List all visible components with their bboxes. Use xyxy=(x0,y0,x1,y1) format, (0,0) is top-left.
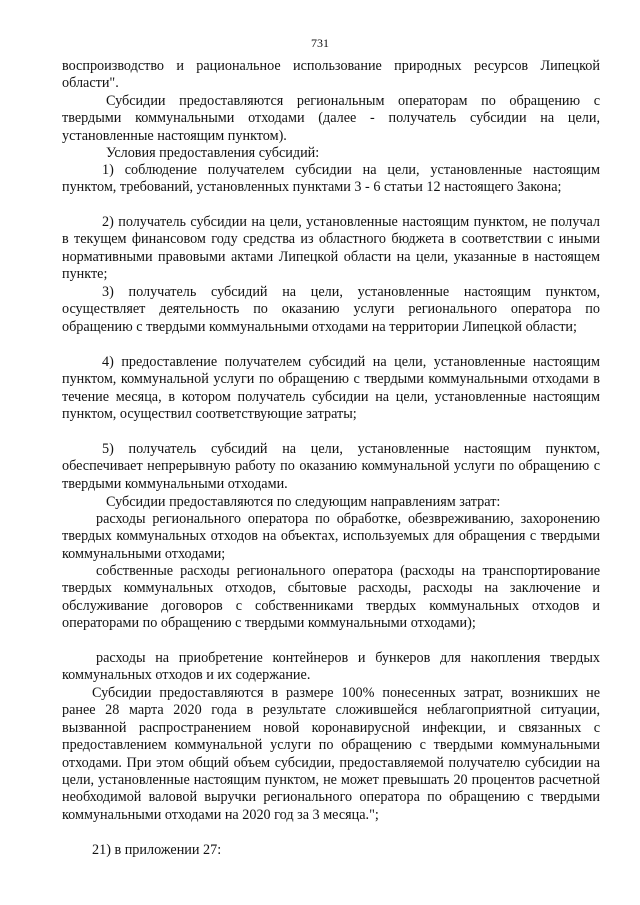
condition-item-3: 3) получатель субсидий на цели, установленные настоящим пунктом, осуществляет деятельность по оказанию услуги регионального оператора по обращению с твердыми коммунальными отходами на территории Липецкой области; xyxy=(62,284,600,335)
condition-item-2: 2) получатель субсидии на цели, установленные настоящим пунктом, не получал в текущем финансовом году средства из областного бюджета в соответствии с иными нормативными правовыми актами Липецкой области на цели, указанные в настоящем пункте; xyxy=(62,214,600,283)
cost-direction-3: расходы на приобретение контейнеров и бункеров для накопления твердых коммунальных отходов и их содержание. xyxy=(62,650,600,684)
paragraph-cost-directions-heading: Субсидии предоставляются по следующим направлениям затрат: xyxy=(106,494,501,510)
paragraph-appendix-27: 21) в приложении 27: xyxy=(92,842,222,858)
condition-item-1: 1) соблюдение получателем субсидии на цели, установленные настоящим пунктом, требований, установленных пунктами 3 - 6 статьи 12 настоящего Закона; xyxy=(62,162,600,196)
condition-item-4: 4) предоставление получателем субсидий на цели, установленные настоящим пунктом, коммунальной услуги по обращению с твердыми коммунальными отходами в течение месяца, в котором получатель субсидии на цели, установленные настоящим пунктом, осуществил соответствующие затраты; xyxy=(62,354,600,423)
document-body xyxy=(62,58,600,859)
page-number: 731 xyxy=(311,36,329,50)
paragraph-continuation: воспроизводство и рациональное использование природных ресурсов Липецкой области". xyxy=(62,58,600,92)
paragraph-conditions-heading: Условия предоставления субсидий: xyxy=(106,145,320,161)
cost-direction-2: собственные расходы регионального оператора (расходы на транспортирование твердых коммунальных отходов, сбытовые расходы, расходы на заключение и обслуживание договоров с собственниками твердых коммунальных отходов и операторами по обращению с твердыми коммунальными отходами); xyxy=(62,563,600,632)
condition-item-5: 5) получатель субсидий на цели, установленные настоящим пунктом, обеспечивает непрерывную работу по оказанию коммунальной услуги по обращению с твердыми коммунальными отходами. xyxy=(62,441,600,492)
paragraph-subsidy-amount: Субсидии предоставляются в размере 100% понесенных затрат, возникших не ранее 28 марта 2020 года в результате сложившейся неблагоприятной ситуации, вызванной распространением новой коронавирусной инфекции, и связанных с предоставлением коммунальной услуги по обращению с твердыми коммунальными отходами. При этом общий объем субсидии, предоставляемой получателю субсидии на цели, установленные настоящим пунктом, не может превышать 20 процентов расчетной необходимой валовой выручки регионального оператора по обращению с твердыми коммунальными отходами на 2020 год за 3 месяца."; xyxy=(62,685,600,823)
cost-direction-1: расходы регионального оператора по обработке, обезвреживанию, захоронению твердых коммунальных отходов на объектах, используемых для обращения с твердыми коммунальными отходами; xyxy=(62,511,600,562)
paragraph-subsidy-recipients: Субсидии предоставляются региональным операторам по обращению с твердыми коммунальными отходами (далее - получатель субсидии на цели, установленные настоящим пунктом). xyxy=(62,93,600,144)
